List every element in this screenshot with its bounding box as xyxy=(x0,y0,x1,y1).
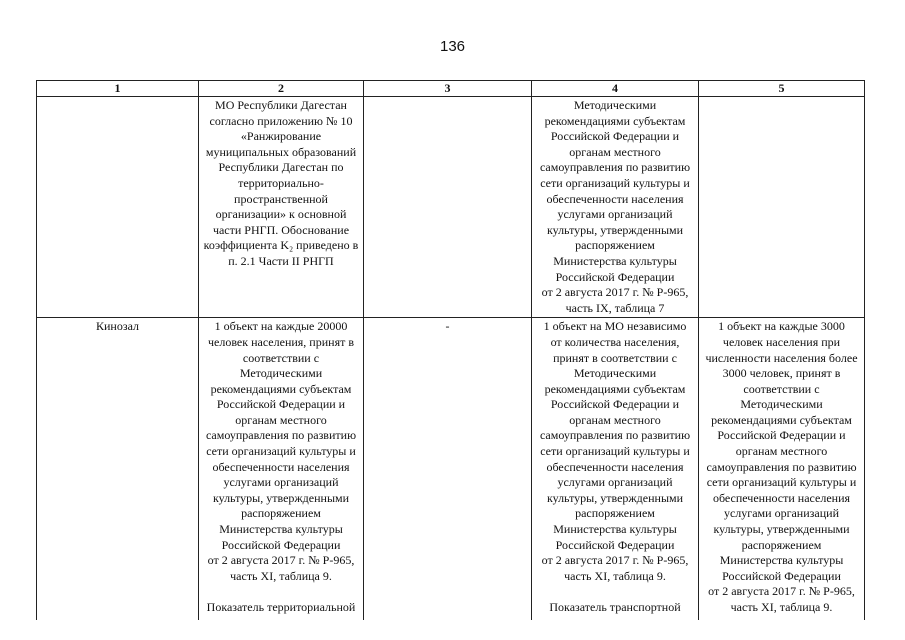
header-row xyxy=(37,81,865,97)
cell-text: 1 объект на каждые 20000 человек населения, принят в соответствии с Методическими рекомендациями субъектам Российской Федерации и органам местного самоуправления по развитию сети организаций культуры и обеспеченности населения услугами организаций культуры, утвержденными распоряжением Министерства культуры Российской Федерации от 2 августа 2017 г. № Р-965, часть XI, таблица 9. Показатель территориальной xyxy=(205,319,357,614)
column-header-1: 1 xyxy=(37,81,199,97)
table-row xyxy=(37,97,865,318)
table-cell xyxy=(37,97,199,318)
standards-table xyxy=(36,80,865,620)
cell-text: МО Республики Дагестан согласно приложению № 10 «Ранжирование муниципальных образований Республики Дагестан по территориально- пространственной организации» к основной части РНГП. Обоснование коэффициента K₂ приведено в п. 2.1 Части II РНГП xyxy=(203,98,359,268)
page-number: 136 xyxy=(439,38,466,55)
table-cell xyxy=(37,318,199,621)
table-cell xyxy=(364,97,532,318)
table-cell xyxy=(532,97,699,318)
cell-text: 1 объект на каждые 3000 человек населения при численности населения более 3000 человек, принят в соответствии с Методическими рекомендациями субъектам Российской Федерации и органам местного самоуправления по развитию сети организаций культуры и обеспеченности населения услугами организаций культуры, утвержденными распоряжением Министерства культуры Российской Федерации от 2 августа 2017 г. № Р-965, часть XI, таблица 9. xyxy=(705,319,858,614)
table-cell xyxy=(199,97,364,318)
column-header-4: 4 xyxy=(532,81,699,97)
table-cell xyxy=(199,318,364,621)
column-header-5: 5 xyxy=(699,81,865,97)
cell-text: - xyxy=(445,319,450,334)
table-cell xyxy=(699,97,865,318)
column-header-3: 3 xyxy=(364,81,532,97)
column-header-2: 2 xyxy=(199,81,364,97)
cell-text: Методическими рекомендациями субъектам Российской Федерации и органам местного самоуправления по развитию сети организаций культуры и обеспеченности населения услугами организаций культуры, утвержденными распоряжением Министерства культуры Российской Федерации от 2 августа 2017 г. № Р-965, часть IX, таблица 7 xyxy=(539,98,691,315)
table-cell xyxy=(364,318,532,621)
table-row xyxy=(37,318,865,621)
facility-name: Кинозал xyxy=(95,319,139,334)
table-cell xyxy=(699,318,865,621)
cell-text: 1 объект на МО независимо от количества населения, принят в соответствии с Методическими рекомендациями субъектам Российской Федерации и органам местного самоуправления по развитию сети организаций культуры и обеспеченности населения услугами организаций культуры, утвержденными распоряжением Министерства культуры Российской Федерации от 2 августа 2017 г. № Р-965, часть XI, таблица 9. Показатель транспортной xyxy=(539,319,691,614)
table-cell xyxy=(532,318,699,621)
